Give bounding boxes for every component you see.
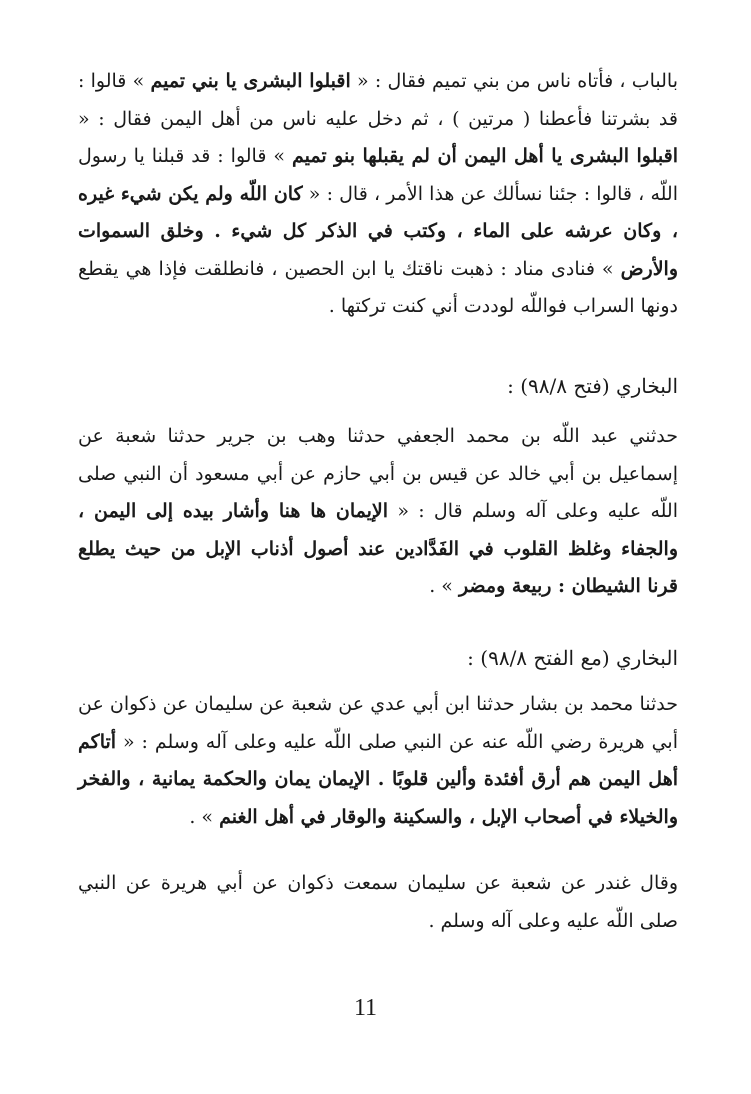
quoted-hadith-text: كان اللّه ولم يكن شيء غيره ، وكان عرشه على الماء ، وكتب في الذكر كل شيء . وخلق السموات والأرض (78, 182, 678, 280)
quoted-hadith-text: الإيمان ها هنا وأشار بيده إلى اليمن ، والجفاء وغلظ القلوب في الفَدَّادين عند أصول أذناب الإبل من حيث يطلع قرنا الشيطان : ربيعة ومضر (78, 500, 678, 597)
source-heading-bukhari-2: البخاري (مع الفتح ٩٨/٨) : (467, 646, 678, 670)
text-segment: وقال غندر عن شعبة عن سليمان سمعت ذكوان عن أبي هريرة عن النبي صلى اللّه عليه وعلى آله وسلم . (78, 872, 678, 932)
text-segment: » قالوا : قد بشرتنا فأعطنا ( مرتين ) ، ثم دخل عليه ناس من أهل اليمن فقال : « (78, 70, 678, 130)
paragraph-hadith-ahl-yemen (78, 686, 678, 836)
source-heading-bukhari-1: البخاري (فتح ٩٨/٨) : (507, 374, 678, 398)
paragraph-hadith-tamim (78, 63, 678, 326)
paragraph-hadith-iman-yemen (78, 418, 678, 606)
text-segment: حدثني عبد اللّه بن محمد الجعفي حدثنا وهب بن جرير حدثنا شعبة عن إسماعيل بن أبي خالد عن قيس بن أبي حازم عن أبي مسعود أن النبي صلى اللّه عليه وعلى آله وسلم قال : « (78, 425, 678, 522)
quoted-hadith-text: اقبلوا البشرى يا بني تميم (150, 70, 351, 92)
text-segment: » . (429, 575, 459, 597)
quoted-hadith-text: اقبلوا البشرى يا أهل اليمن أن لم يقبلها بنو تميم (291, 145, 678, 167)
text-segment: حدثنا محمد بن بشار حدثنا ابن أبي عدي عن شعبة عن سليمان عن ذكوان عن أبي هريرة رضي اللّه عنه عن النبي صلى اللّه عليه وعلى آله وسلم : « (78, 693, 678, 753)
page-number: 11 (353, 995, 378, 1021)
text-segment: بالباب ، فأتاه ناس من بني تميم فقال : « (350, 70, 678, 92)
quoted-hadith-text: أتاكم أهل اليمن هم أرق أفئدة وألين قلوبًا . الإيمان يمان والحكمة يمانية ، والفخر والخيلاء في أصحاب الإبل ، والسكينة والوقار في أهل الغنم (78, 730, 678, 828)
text-segment: » فنادى مناد : ذهبت ناقتك يا ابن الحصين ، فانطلقت فإذا هي يقطع دونها السراب فواللّه لوددت أني كنت تركتها . (78, 257, 678, 317)
paragraph-ghundar-chain (78, 865, 678, 940)
text-segment: » قالوا : قد قبلنا يا رسول اللّه ، قالوا : جئنا نسألك عن هذا الأمر ، قال : « (78, 145, 678, 205)
text-segment: » . (189, 805, 220, 828)
